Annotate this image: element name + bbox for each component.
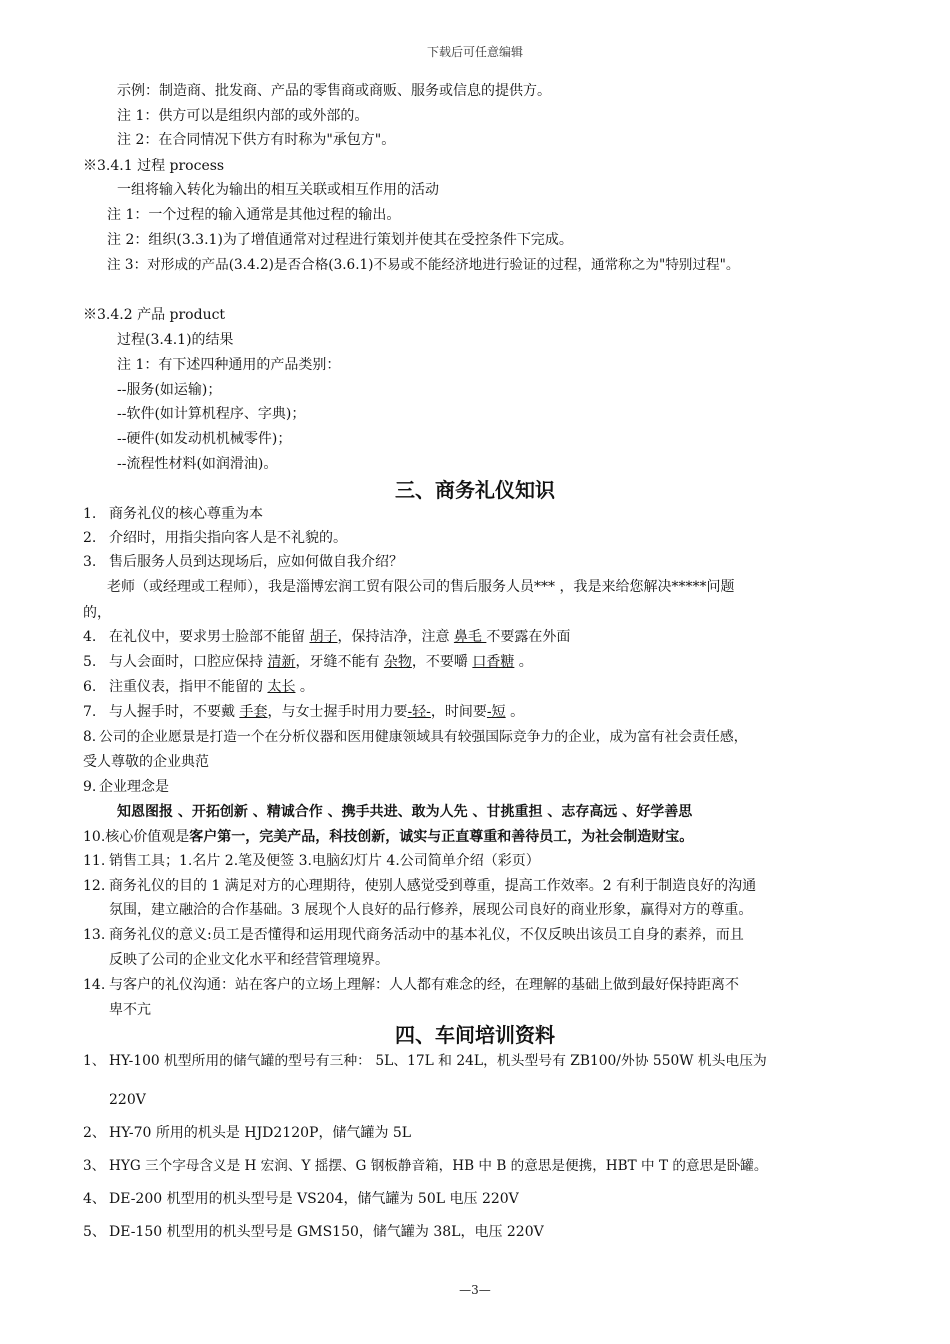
item-number: 5、 [83,1224,106,1240]
item-text: 与人会面时，口腔应保持 [109,654,268,670]
page-number: —3— [459,1283,491,1297]
item-text: HY-70 所用的机头是 HJD2120P，储气罐为 5L [109,1125,412,1141]
item-number: 14. [83,977,106,993]
list-item [83,778,169,796]
item-number: 10. [83,829,106,845]
item-text: 介绍时，用指尖指向客人是不礼貌的。 [109,530,347,546]
item-text: DE-150 机型用的机头型号是 GMS150，储气罐为 38L，电压 220V [109,1224,544,1240]
process-note-3: 注 3：对形成的产品(3.4.2)是否合格(3.6.1)不易或不能经济地进行验证的过程，通常称之为"特别过程"。 [107,257,740,273]
list-item [83,1190,519,1208]
item-text: ，保持洁净，注意 [337,629,454,645]
fill-in-answer: 胡子 [309,629,338,645]
item-text: 售后服务人员到达现场后，应如何做自我介绍？ [109,554,403,570]
core-values-text: 客户第一，完美产品，科技创新，诚实与正直尊重和善待员工，为社会制造财宝。 [189,829,694,845]
list-item [83,728,747,746]
list-item [83,877,756,895]
fill-in-answer: -短 [486,704,506,720]
item-number: 5. [83,654,97,670]
item-number: 4. [83,629,97,645]
product-category: --软件(如计算机程序、字典)； [117,406,306,422]
item-text: 销售工具；1.名片 2.笔及便签 3.电脑幻灯片 4.公司简单介绍（彩页） [109,853,540,869]
list-item [83,703,524,721]
fill-in-answer: -轻- [407,704,431,720]
item-continuation: 反映了公司的企业文化水平和经营管理境界。 [109,952,389,968]
item-text: 公司的企业愿景是打造一个在分析仪器和医用健康领域具有较强国际竞争力的企业，成为富有社会责任感， [99,729,748,745]
item-text: DE-200 机型用的机头型号是 VS204，储气罐为 50L 电压 220V [109,1191,519,1207]
process-title: ※3.4.1 过程 process [83,158,225,174]
item-text: 。 [505,704,525,720]
item-text: HY-100 机型所用的储气罐的型号有三种： 5L、17L 和 24L，机头型号有 ZB100/外协 550W 机头电压为 [109,1053,767,1069]
fill-in-answer: 杂物 [383,654,412,670]
fill-in-answer: 手套 [239,704,268,720]
list-item [83,828,693,846]
product-category: --服务(如运输)； [117,382,222,398]
item-text: 企业理念是 [99,779,169,795]
fill-in-answer: 太长 [267,679,296,695]
item-text: 在礼仪中，要求男士脸部不能留 [109,629,310,645]
product-note-1: 注 1：有下述四种通用的产品类别： [117,357,341,373]
item-number: 11. [83,853,106,869]
item-number: 3. [83,554,97,570]
item-number: 1、 [83,1053,106,1069]
list-item [83,553,403,571]
page-header: 下载后可任意编辑 [426,45,523,59]
list-item [83,678,314,696]
item-text: 与人握手时，不要戴 [109,704,240,720]
item-text: 商务礼仪的核心尊重为本 [109,506,263,522]
item-number: 8. [83,729,97,745]
product-title: ※3.4.2 产品 product [83,307,226,323]
list-item [83,1223,544,1241]
item-text: 商务礼仪的意义:员工是否懂得和运用现代商务活动中的基本礼仪，不仅反映出该员工自身的素养，而且 [109,927,744,943]
list-item [83,505,263,523]
item-number: 1. [83,506,97,522]
item-text: ，与女士握手时用力要 [267,704,408,720]
item-number: 13. [83,927,106,943]
list-item [83,1124,411,1142]
section-heading-etiquette: 三、商务礼仪知识 [395,478,555,502]
item-continuation: 220V [109,1092,146,1108]
fill-in-answer: 鼻毛 [453,629,487,645]
item-number: 2、 [83,1125,106,1141]
list-item [83,529,347,547]
list-item [83,976,739,994]
product-category: --流程性材料(如润滑油)。 [117,456,278,472]
item-text: 注重仪表，指甲不能留的 [109,679,268,695]
item-number: 3、 [83,1158,106,1174]
item-text: 与客户的礼仪沟通：站在客户的立场上理解：人人都有难念的经，在理解的基础上做到最好保持距离不 [109,977,739,993]
company-values: 知恩图报 、开拓创新 、精诚合作 、携手共进、敢为人先 、甘挑重担 、志存高远 、好学善思 [117,804,693,820]
list-item [83,926,744,944]
list-item [83,1052,767,1070]
supplier-note-1: 注 1：供方可以是组织内部的或外部的。 [117,108,369,124]
item-text: ，时间要 [430,704,487,720]
process-note-1: 注 1：一个过程的输入通常是其他过程的输出。 [107,207,401,223]
product-category: --硬件(如发动机机械零件)； [117,431,292,447]
process-definition: 一组将输入转化为输出的相互关联或相互作用的活动 [117,182,439,198]
item-number: 2. [83,530,97,546]
item-text: 。 [514,654,533,670]
list-item [83,1157,768,1175]
process-note-2: 注 2：组织(3.3.1)为了增值通常对过程进行策划并使其在受控条件下完成。 [107,232,573,248]
list-item [83,852,540,870]
product-definition: 过程(3.4.1)的结果 [117,332,234,348]
item-number: 12. [83,878,106,894]
item-continuation: 氛围，建立融洽的合作基础。3 展现个人良好的品行修养，展现公司良好的商业形象，赢得对方的尊重。 [109,902,753,918]
item-number: 4、 [83,1191,106,1207]
list-item [83,628,570,646]
item-number: 9. [83,779,97,795]
item-text: 。 [295,679,314,695]
fill-in-answer: 口香糖 [472,654,515,670]
item-continuation: 老师（或经理或工程师），我是淄博宏润工贸有限公司的售后服务人员*** ，我是来给您解决*****问题 [107,579,735,595]
supplier-note-2: 注 2：在合同情况下供方有时称为"承包方"。 [117,132,396,148]
item-number: 6. [83,679,97,695]
section-heading-workshop: 四、车间培训资料 [395,1023,555,1047]
item-continuation: 的， [83,605,111,621]
supplier-example: 示例：制造商、批发商、产品的零售商或商贩、服务或信息的提供方。 [117,83,551,99]
item-continuation: 卑不亢 [109,1002,151,1018]
item-text: ，不要嚼 [411,654,473,670]
item-text: 核心价值观是 [105,829,190,845]
item-text: 商务礼仪的目的 1 满足对方的心理期待，使别人感觉受到尊重，提高工作效率。2 有利于制造良好的沟通 [109,878,757,894]
item-number: 7. [83,704,97,720]
item-text: 不要露在外面 [486,629,571,645]
item-text: ，牙缝不能有 [295,654,384,670]
item-text: HYG 三个字母含义是 H 宏润、Y 摇摆、G 钢板静音箱，HB 中 B 的意思是便携，HBT 中 T 的意思是卧罐。 [109,1158,768,1174]
item-continuation: 受人尊敬的企业典范 [83,754,209,770]
fill-in-answer: 清新 [267,654,296,670]
list-item [83,653,533,671]
